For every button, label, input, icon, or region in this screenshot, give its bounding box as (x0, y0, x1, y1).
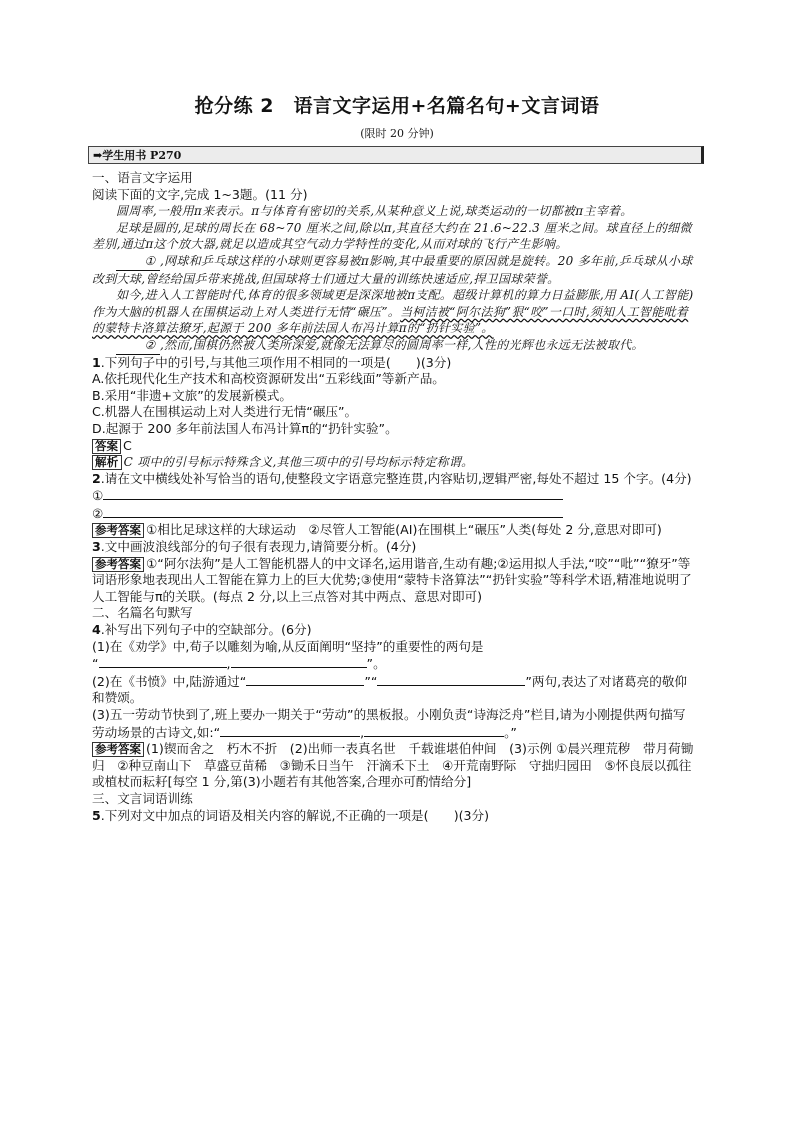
item-text: (2)在《书愤》中,陆游通过“ (92, 673, 247, 689)
question-text: .请在文中横线处补写恰当的语句,使整段文字语意完整连贯,内容贴切,逻辑严密,每处不超过 15 个字。(4分) (100, 470, 692, 486)
fill-blank[interactable] (99, 655, 227, 668)
q4-reference-answer (92, 741, 704, 791)
question-number: 3 (92, 539, 101, 555)
item-text: 。” (504, 724, 517, 740)
answer-line[interactable] (103, 487, 563, 500)
option-b: B.采用“非遗+文旅”的发展新模式。 (92, 387, 292, 403)
answer-line-label: ② (92, 505, 104, 521)
question-number: 5 (92, 807, 101, 823)
question-5-stem (92, 808, 698, 825)
question-1-stem (92, 355, 698, 372)
fill-blank-1: ① (116, 253, 160, 271)
section-heading-famous-lines: 二、名篇名句默写 (92, 605, 193, 621)
answer-line[interactable] (103, 505, 563, 518)
item-text: ”两句,表达了对诸葛亮的敬仰和赞颂。 (92, 673, 688, 706)
q2-answer-line-2 (92, 505, 698, 523)
answer-tag: 答案 (92, 439, 121, 454)
item-text: , (360, 724, 365, 740)
fill-blank-2: ② (116, 337, 160, 355)
q3-reference-answer (92, 556, 698, 606)
fill-blank[interactable] (246, 673, 364, 686)
q1-answer (92, 438, 698, 455)
q1-analysis (92, 454, 698, 471)
reference-answer-text: (1)锲而舍之 朽木不折 (2)出师一表真名世 千载谁堪伯仲间 (3)示例 ①晨兴理荒秽 带月荷锄归 ②种豆南山下 草盛豆苗稀 ③锄禾日当午 汗滴禾下土 ④开荒南野际 守拙归园田 ⑤怀良辰以孤往 或植杖而耘耔[每空 1 分,第(3)小题若有其他答案,合理亦可酌情给分] (92, 741, 704, 790)
passage-paragraph-5 (92, 337, 698, 355)
item-text: (3)五一劳动节快到了,班上要办一期关于“劳动”的黑板报。小刚负责“诗海泛舟”栏目,请为小刚提供两句描写劳动场景的古诗文,如:“ (92, 707, 686, 740)
analysis-tag: 解析 (92, 455, 122, 470)
question-text: .补写出下列句子中的空缺部分。(6分) (100, 622, 312, 638)
item-text: ”“ (364, 673, 378, 689)
q4-item-1-blanks: “ , ”。 (92, 656, 386, 672)
question-number: 2 (92, 470, 101, 486)
reading-intro: 阅读下面的文字,完成 1~3题。(11 分) (92, 186, 308, 202)
option-d: D.起源于 200 多年前法国人布冯计算π的“扔针实验”。 (92, 420, 398, 436)
q2-reference-answer (92, 522, 698, 539)
reference-answer-text: ①相比足球这样的大球运动 ②尽管人工智能(AI)在围棋上“碾压”人类(每处 2 分,意思对即可) (146, 522, 662, 538)
q4-item-3 (92, 707, 698, 741)
passage-paragraph-3 (92, 253, 698, 287)
passage-paragraph-4 (92, 287, 698, 337)
q4-item-2 (92, 673, 698, 707)
question-number: 4 (92, 622, 101, 638)
section-heading-classical-words: 三、文言词语训练 (92, 790, 193, 806)
question-text: .下列对文中加点的词语及相关内容的解说,不正确的一项是( )(3分) (100, 807, 490, 823)
page-title: 抢分练 2 语言文字运用+名篇名句+文言词语 (194, 95, 600, 117)
quote-open: “ (92, 656, 99, 672)
passage-paragraph-2: 足球是圆的,足球的周长在 68~70 厘米之间,除以π,其直径大约在 21.6~22.3 厘米之间。球直径上的细微差别,通过π这个放大器,就足以造成其空气动力学特性的变化,从而对球的飞行产生影响。 (92, 220, 692, 252)
reference-answer-tag: 参考答案 (92, 523, 144, 538)
fill-blank[interactable] (231, 655, 367, 668)
quote-close: ”。 (366, 656, 386, 672)
question-number: 1 (92, 354, 101, 370)
question-text: .下列句子中的引号,与其他三项作用不相同的一项是( )(3分) (100, 354, 452, 370)
fill-blank[interactable] (220, 724, 360, 737)
question-text: .文中画波浪线部分的句子很有表现力,请简要分析。(4分) (100, 539, 417, 555)
passage-paragraph-1: 圆周率,一般用π来表示。π与体育有密切的关系,从某种意义上说,球类运动的一切都被π主宰着。 (116, 204, 633, 219)
option-c: C.机器人在围棋运动上对人类进行无情“碾压”。 (92, 404, 358, 420)
analysis-text: C 项中的引号标示特殊含义,其他三项中的引号均标示特定称谓。 (123, 455, 474, 470)
question-4-stem (92, 622, 698, 639)
passage-paragraph-5-text: ,然而,围棋仍然被人类所深爱,就像无法算尽的圆周率一样,人性的光辉也永远无法被取代。 (160, 337, 644, 352)
wavy-underlined-sentence: 当柯洁被“阿尔法狗”狠“咬”一口时,须知人工智能吡着的蒙特卡洛算法獠牙,起源于 200 多年前法国人布冯计算π的“扔针实验”。 (92, 304, 689, 336)
reference-answer-text: ①“阿尔法狗”是人工智能机器人的中文译名,运用谐音,生动有趣;②运用拟人手法,“咬”“吡”“獠牙”等词语形象地表现出人工智能在算力上的巨大优势;③使用“蒙特卡洛算法”“扔针实验”等科学术语,精准地说明了人工智能与π的关联。(每点 2 分,以上三点答对其中两点、意思对即可) (92, 555, 692, 604)
student-book-banner: ➡学生用书 P270 (88, 146, 704, 164)
q4-item-1: (1)在《劝学》中,荀子以雕刻为喻,从反面阐明“坚持”的重要性的两句是 (92, 638, 484, 654)
question-3-stem (92, 539, 698, 556)
fill-blank[interactable] (377, 673, 525, 686)
passage-paragraph-3-text: ,网球和乒乓球这样的小球则更容易被π影响,其中最重要的原因就是旋转。20 多年前,乒乓球从小球改到大球,曾经给国乒带来挑战,但国球将士们通过大量的训练快速适应,捍卫国球荣誉。 (92, 253, 693, 286)
time-limit: (限时 20 分钟) (360, 127, 434, 140)
reference-answer-tag: 参考答案 (92, 742, 144, 757)
document-body (92, 170, 704, 824)
option-a: A.依托现代化生产技术和高校资源研发出“五彩线面”等新产品。 (92, 371, 445, 387)
passage-paragraph-4-text: 如今,进入人工智能时代,体育的很多领域更是深深地被π支配。超级计算机的算力日益膨胀,用 AI(人工智能)作为大脑的机器人在围棋运动上对人类进行无情“碾压”。 (92, 288, 694, 319)
reference-answer-tag: 参考答案 (92, 557, 144, 572)
section-heading-language: 一、语言文字运用 (92, 170, 193, 185)
q2-answer-line-1 (92, 487, 698, 505)
answer-text: C (123, 437, 132, 453)
question-2-stem (92, 471, 698, 488)
fill-blank[interactable] (364, 724, 504, 737)
answer-line-label: ① (92, 488, 104, 504)
